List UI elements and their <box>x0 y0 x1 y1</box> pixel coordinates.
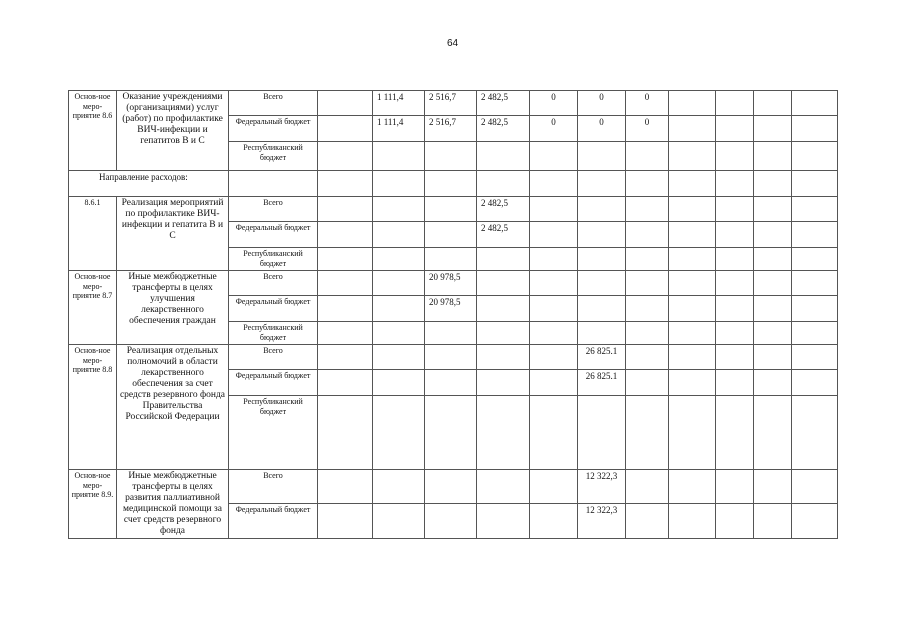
value-cell: 0 <box>530 91 578 116</box>
value-cell <box>792 197 838 222</box>
value-cell <box>754 248 792 271</box>
value-cell <box>318 271 373 296</box>
value-cell <box>669 116 716 142</box>
value-cell <box>792 396 838 470</box>
value-cell <box>578 248 626 271</box>
funding-source-total: Всего <box>229 271 318 296</box>
value-cell <box>669 396 716 470</box>
value-cell <box>754 470 792 504</box>
value-cell <box>530 470 578 504</box>
funding-source-total: Всего <box>229 197 318 222</box>
value-cell: 20 978,5 <box>425 271 477 296</box>
value-cell <box>669 503 716 538</box>
value-cell <box>530 370 578 396</box>
value-cell <box>373 171 425 197</box>
funding-source-republic: Республиканский бюджет <box>229 142 318 171</box>
value-cell <box>669 91 716 116</box>
value-cell <box>754 503 792 538</box>
value-cell <box>530 396 578 470</box>
value-cell <box>318 345 373 370</box>
value-cell <box>669 370 716 396</box>
value-cell <box>373 503 425 538</box>
value-cell: 26 825.1 <box>578 370 626 396</box>
value-cell <box>626 197 669 222</box>
value-cell <box>716 197 754 222</box>
value-cell: 2 482,5 <box>477 197 530 222</box>
value-cell <box>669 470 716 504</box>
value-cell <box>578 222 626 248</box>
value-cell <box>626 171 669 197</box>
value-cell <box>425 470 477 504</box>
value-cell <box>373 142 425 171</box>
value-cell <box>425 370 477 396</box>
value-cell <box>754 197 792 222</box>
value-cell <box>669 345 716 370</box>
value-cell <box>530 503 578 538</box>
value-cell <box>792 271 838 296</box>
value-cell: 0 <box>578 91 626 116</box>
value-cell <box>578 322 626 345</box>
table-row <box>69 470 838 504</box>
value-cell <box>669 322 716 345</box>
value-cell <box>425 345 477 370</box>
value-cell <box>669 197 716 222</box>
direction-row <box>69 171 838 197</box>
value-cell <box>754 142 792 171</box>
value-cell <box>318 396 373 470</box>
value-cell <box>669 271 716 296</box>
value-cell <box>792 503 838 538</box>
value-cell <box>373 370 425 396</box>
table-row <box>69 91 838 116</box>
funding-source-federal: Федеральный бюджет <box>229 296 318 322</box>
value-cell <box>716 142 754 171</box>
value-cell <box>530 142 578 171</box>
value-cell <box>373 248 425 271</box>
value-cell <box>669 248 716 271</box>
measure-name: Оказание учреждениями (организациями) услуг (работ) по профилактике ВИЧ-инфекции и гепатитов В и С <box>117 91 229 171</box>
value-cell <box>477 248 530 271</box>
value-cell: 0 <box>626 91 669 116</box>
value-cell <box>626 503 669 538</box>
table-row <box>69 271 838 296</box>
value-cell: 2 516,7 <box>425 116 477 142</box>
measure-code: Основ-ное меро-приятие 8.8 <box>69 345 117 470</box>
value-cell <box>792 296 838 322</box>
value-cell: 1 111,4 <box>373 91 425 116</box>
value-cell <box>318 197 373 222</box>
value-cell <box>318 91 373 116</box>
funding-source-republic: Республиканский бюджет <box>229 248 318 271</box>
value-cell <box>578 142 626 171</box>
value-cell: 2 516,7 <box>425 91 477 116</box>
value-cell <box>716 248 754 271</box>
value-cell <box>578 271 626 296</box>
table-row <box>69 197 838 222</box>
value-cell: 0 <box>626 116 669 142</box>
value-cell: 0 <box>530 116 578 142</box>
value-cell <box>477 322 530 345</box>
value-cell <box>530 222 578 248</box>
value-cell <box>754 322 792 345</box>
value-cell <box>754 171 792 197</box>
value-cell <box>669 296 716 322</box>
value-cell <box>716 271 754 296</box>
value-cell <box>669 142 716 171</box>
value-cell <box>716 296 754 322</box>
value-cell <box>477 142 530 171</box>
value-cell <box>754 345 792 370</box>
value-cell <box>477 171 530 197</box>
value-cell <box>373 470 425 504</box>
value-cell <box>477 370 530 396</box>
value-cell <box>716 91 754 116</box>
value-cell <box>477 470 530 504</box>
value-cell <box>626 470 669 504</box>
value-cell: 26 825.1 <box>578 345 626 370</box>
value-cell <box>425 222 477 248</box>
value-cell <box>530 345 578 370</box>
value-cell <box>373 222 425 248</box>
funding-source-federal: Федеральный бюджет <box>229 503 318 538</box>
value-cell <box>318 322 373 345</box>
value-cell: 20 978,5 <box>425 296 477 322</box>
value-cell <box>754 91 792 116</box>
value-cell <box>754 271 792 296</box>
value-cell <box>792 91 838 116</box>
value-cell <box>792 322 838 345</box>
value-cell <box>792 222 838 248</box>
value-cell <box>530 248 578 271</box>
funding-source-republic: Республиканский бюджет <box>229 396 318 470</box>
value-cell <box>716 396 754 470</box>
budget-table <box>68 90 838 539</box>
value-cell <box>425 171 477 197</box>
value-cell <box>318 248 373 271</box>
value-cell: 1 111,4 <box>373 116 425 142</box>
value-cell: 12 322,3 <box>578 470 626 504</box>
value-cell <box>578 296 626 322</box>
value-cell <box>626 396 669 470</box>
measure-name: Иные межбюджетные трансферты в целях развития паллиативной медицинской помощи за счет средств резервного фонда <box>117 470 229 539</box>
value-cell <box>716 370 754 396</box>
value-cell <box>530 296 578 322</box>
value-cell: 2 482,5 <box>477 222 530 248</box>
value-cell <box>716 470 754 504</box>
value-cell <box>626 142 669 171</box>
value-cell <box>425 396 477 470</box>
funding-source-total: Всего <box>229 470 318 504</box>
value-cell <box>425 142 477 171</box>
value-cell <box>318 503 373 538</box>
value-cell <box>530 271 578 296</box>
value-cell <box>716 322 754 345</box>
value-cell <box>626 271 669 296</box>
value-cell <box>754 296 792 322</box>
direction-label: Направление расходов: <box>69 171 229 197</box>
value-cell <box>373 296 425 322</box>
value-cell <box>792 142 838 171</box>
value-cell <box>373 345 425 370</box>
value-cell <box>318 171 373 197</box>
value-cell <box>477 503 530 538</box>
value-cell <box>229 171 318 197</box>
measure-code: 8.6.1 <box>69 197 117 271</box>
value-cell <box>425 197 477 222</box>
measure-code: Основ-ное меро-приятие 8.7 <box>69 271 117 345</box>
value-cell: 0 <box>578 116 626 142</box>
value-cell <box>754 370 792 396</box>
measure-name: Иные межбюджетные трансферты в целях улучшения лекарственного обеспечения граждан <box>117 271 229 345</box>
value-cell <box>318 142 373 171</box>
value-cell <box>792 248 838 271</box>
value-cell <box>318 470 373 504</box>
funding-source-federal: Федеральный бюджет <box>229 116 318 142</box>
value-cell <box>792 345 838 370</box>
value-cell <box>530 322 578 345</box>
value-cell <box>716 116 754 142</box>
value-cell <box>578 197 626 222</box>
value-cell <box>669 171 716 197</box>
value-cell <box>754 222 792 248</box>
value-cell <box>373 322 425 345</box>
value-cell: 12 322,3 <box>578 503 626 538</box>
funding-source-total: Всего <box>229 91 318 116</box>
value-cell <box>626 222 669 248</box>
value-cell <box>425 322 477 345</box>
value-cell <box>754 116 792 142</box>
value-cell <box>754 396 792 470</box>
value-cell <box>373 197 425 222</box>
measure-name: Реализация отдельных полномочий в области лекарственного обеспечения за счет средств резервного фонда Правительства Российской Федерации <box>117 345 229 470</box>
value-cell <box>425 248 477 271</box>
value-cell <box>477 271 530 296</box>
value-cell <box>792 171 838 197</box>
value-cell <box>318 222 373 248</box>
value-cell <box>530 171 578 197</box>
value-cell <box>425 503 477 538</box>
value-cell <box>373 271 425 296</box>
value-cell <box>716 503 754 538</box>
value-cell <box>477 296 530 322</box>
value-cell <box>792 370 838 396</box>
value-cell <box>373 396 425 470</box>
value-cell <box>716 345 754 370</box>
value-cell <box>626 296 669 322</box>
value-cell: 2 482,5 <box>477 91 530 116</box>
value-cell <box>530 197 578 222</box>
value-cell <box>669 222 716 248</box>
value-cell <box>477 396 530 470</box>
funding-source-total: Всего <box>229 345 318 370</box>
value-cell <box>716 222 754 248</box>
page-number: 64 <box>446 38 459 49</box>
value-cell <box>792 470 838 504</box>
value-cell <box>626 248 669 271</box>
measure-name: Реализация мероприятий по профилактике ВИЧ-инфекции и гепатита В и С <box>117 197 229 271</box>
table-row <box>69 345 838 370</box>
value-cell <box>626 370 669 396</box>
value-cell <box>626 345 669 370</box>
measure-code: Основ-ное меро-приятие 8.6 <box>69 91 117 171</box>
value-cell <box>477 345 530 370</box>
value-cell: 2 482,5 <box>477 116 530 142</box>
value-cell <box>626 322 669 345</box>
funding-source-federal: Федеральный бюджет <box>229 222 318 248</box>
value-cell <box>716 171 754 197</box>
value-cell <box>318 296 373 322</box>
funding-source-republic: Республиканский бюджет <box>229 322 318 345</box>
value-cell <box>318 370 373 396</box>
value-cell <box>578 396 626 470</box>
measure-code: Основ-ное меро-приятие 8.9. <box>69 470 117 539</box>
funding-source-federal: Федеральный бюджет <box>229 370 318 396</box>
value-cell <box>792 116 838 142</box>
value-cell <box>318 116 373 142</box>
value-cell <box>578 171 626 197</box>
